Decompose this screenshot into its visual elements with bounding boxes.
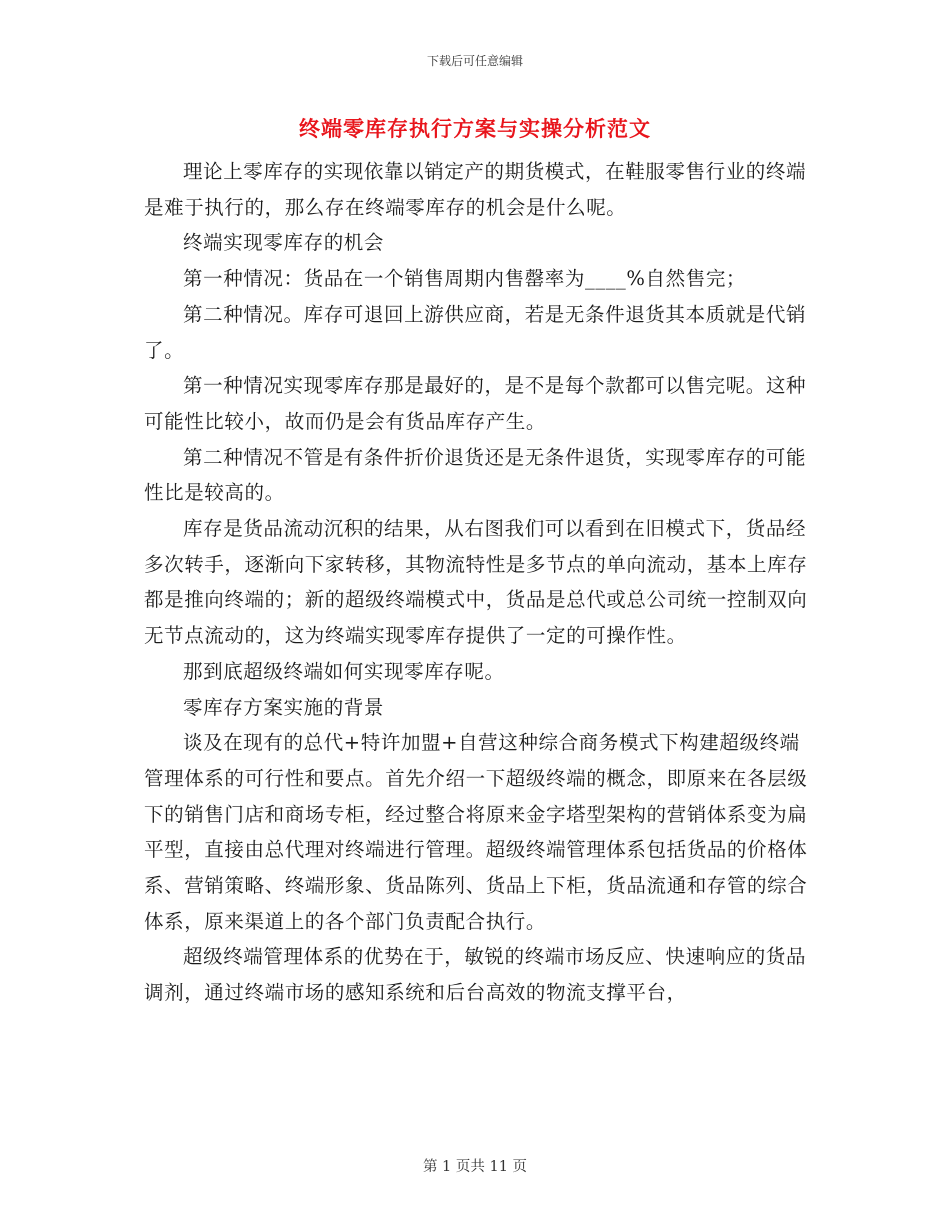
page-number: 第 1 页共 11 页 bbox=[422, 1159, 528, 1175]
document-title: 终端零库存执行方案与实操分析范文 bbox=[299, 116, 651, 141]
paragraph: 谈及在现有的总代+特许加盟+自营这种综合商务模式下构建超级终端管理体系的可行性和要点。首先介绍一下超级终端的概念，即原来在各层级下的销售门店和商场专柜，经过整合将原来金字塔型架构的营销体系变为扁平型，直接由总代理对终端进行管理。超级终端管理体系包括货品的价格体系、营销策略、终端形象、货品陈列、货品上下柜，货品流通和存管的综合体系，原来渠道上的各个部门负责配合执行。 bbox=[144, 731, 808, 933]
section-heading: 终端实现零库存的机会 bbox=[183, 231, 385, 255]
paragraph: 超级终端管理体系的优势在于，敏锐的终端市场反应、快速响应的货品调剂，通过终端市场的感知系统和后台高效的物流支撑平台， bbox=[144, 945, 807, 1005]
paragraph: 第一种情况：货品在一个销售周期内售罄率为____%自然售完； bbox=[183, 267, 747, 291]
paragraph: 理论上零库存的实现依靠以销定产的期货模式，在鞋服零售行业的终端是难于执行的，那么存在终端零库存的机会是什么呢。 bbox=[144, 160, 807, 219]
paragraph: 库存是货品流动沉积的结果，从右图我们可以看到在旧模式下，货品经多次转手，逐渐向下家转移，其物流特性是多节点的单向流动，基本上库存都是推向终端的；新的超级终端模式中，货品是总代或总公司统一控制双向无节点流动的，这为终端实现零库存提供了一定的可操作性。 bbox=[144, 517, 808, 648]
page-header-note: 下载后可任意编辑 bbox=[426, 54, 523, 68]
paragraph: 第二种情况。库存可退回上游供应商，若是无条件退货其本质就是代销了。 bbox=[144, 302, 807, 362]
paragraph: 那到底超级终端如何实现零库存呢。 bbox=[183, 659, 505, 683]
paragraph: 第一种情况实现零库存那是最好的，是不是每个款都可以售完呢。这种可能性比较小，故而仍是会有货品库存产生。 bbox=[144, 374, 807, 433]
document-body bbox=[144, 154, 808, 1011]
paragraph: 第二种情况不管是有条件折价退货还是无条件退货，实现零库存的可能性比是较高的。 bbox=[144, 445, 807, 505]
section-heading: 零库存方案实施的背景 bbox=[183, 695, 385, 719]
